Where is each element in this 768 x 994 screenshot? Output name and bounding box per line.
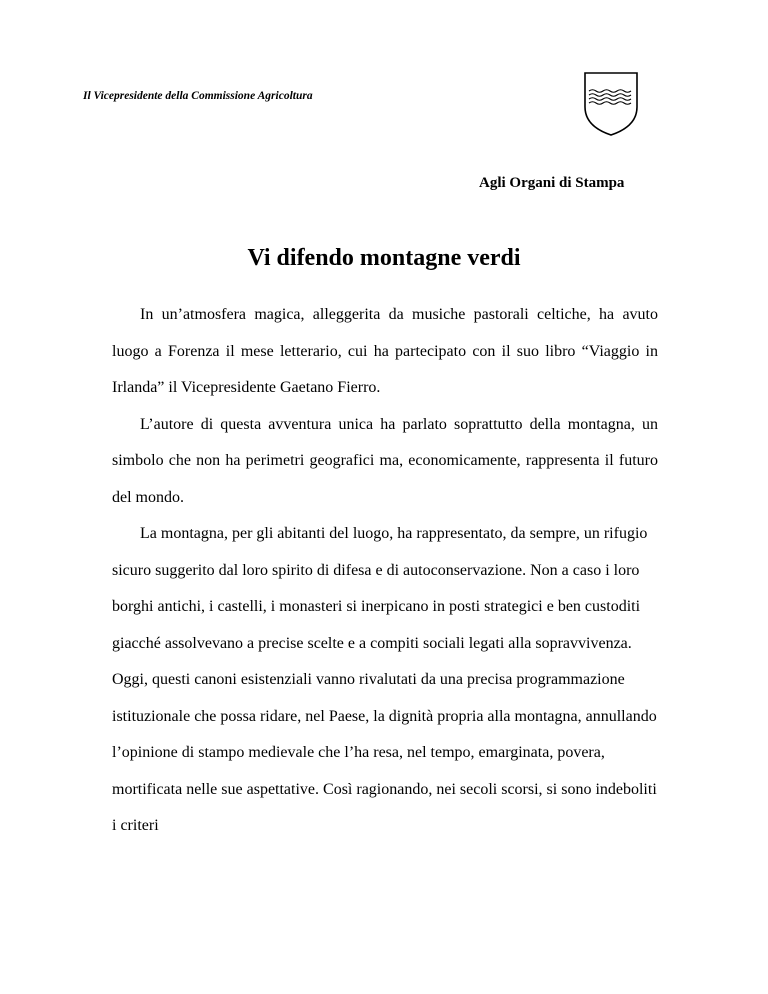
document-body [112, 297, 658, 845]
document-title: Vi difendo montagne verdi [247, 245, 521, 271]
body-paragraph: L’autore di questa avventura unica ha parlato soprattutto della montagna, un simbolo che non ha perimetri geografici ma, economicamente, rappresenta il futuro del mondo. [112, 415, 658, 506]
office-heading: Il Vicepresidente della Commissione Agricoltura [83, 90, 313, 102]
body-paragraph: La montagna, per gli abitanti del luogo, ha rappresentato, da sempre, un rifugio sicuro suggerito dal loro spirito di difesa e di autoconservazione. Non a caso i loro borghi antichi, i castelli, i monasteri si inerpicano in posti strategici e ben custoditi giacché assolvevano a precise scelte e a compiti sociali legati alla sopravvivenza. Oggi, questi canoni esistenziali vanno rivalutati da una precisa programmazione istituzionale che possa ridare, nel Paese, la dignità propria alla montagna, annullando l’opinione di stampo medievale che l’ha resa, nel tempo, emarginata, povera, mortificata nelle sue aspettative. Così ragionando, nei secoli scorsi, si sono indeboliti i criteri [112, 525, 657, 834]
body-paragraph: In un’atmosfera magica, alleggerita da musiche pastorali celtiche, ha avuto luogo a Forenza il mese letterario, cui ha partecipato con il suo libro “Viaggio in Irlanda” il Vicepresidente Gaetano Fierro. [112, 306, 658, 396]
coat-of-arms-icon [583, 71, 639, 137]
recipient-line: Agli Organi di Stampa [479, 175, 625, 191]
